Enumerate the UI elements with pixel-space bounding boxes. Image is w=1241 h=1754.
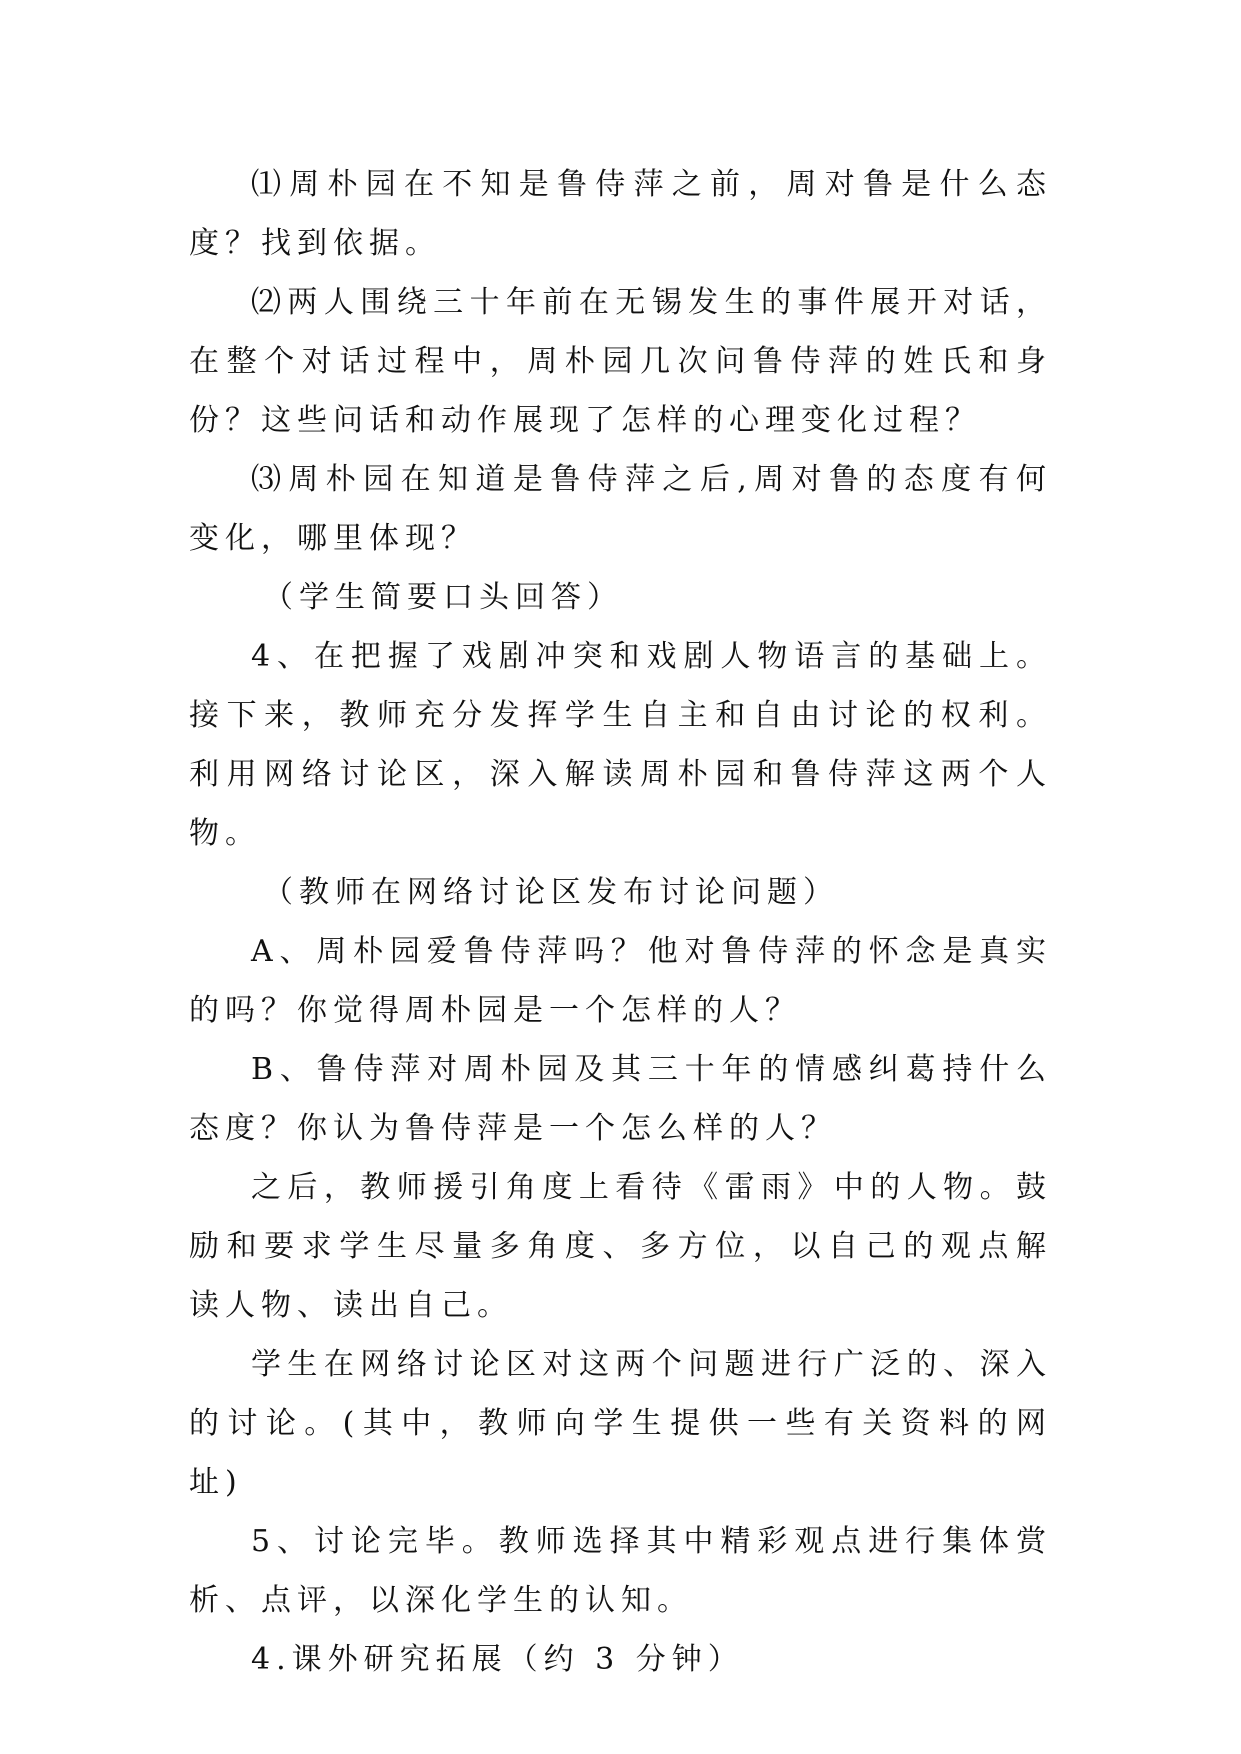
paragraph-question-a: A、周朴园爱鲁侍萍吗？他对鲁侍萍的怀念是真实的吗？你觉得周朴园是一个怎样的人？ <box>189 934 1052 1028</box>
document-body <box>189 155 1052 1689</box>
section-heading-extension: 4.课外研究拓展（约 3 分钟） <box>251 1642 744 1677</box>
paragraph-question-b: B、鲁侍萍对周朴园及其三十年的情感纠葛持什么态度？你认为鲁侍萍是一个怎么样的人？ <box>189 1052 1052 1146</box>
paragraph-student-discussion: 学生在网络讨论区对这两个问题进行广泛的、深入的讨论。(其中，教师向学生提供一些有关资料的网址) <box>189 1347 1052 1500</box>
paragraph-question-1: ⑴周朴园在不知是鲁侍萍之前，周对鲁是什么态度？找到依据。 <box>189 167 1052 261</box>
paragraph-student-answer-note: （学生简要口头回答） <box>263 580 623 615</box>
paragraph-step-4: 4、在把握了戏剧冲突和戏剧人物语言的基础上。接下来，教师充分发挥学生自主和自由讨论的权利。利用网络讨论区，深入解读周朴园和鲁侍萍这两个人物。 <box>189 639 1052 851</box>
paragraph-teacher-post-note: （教师在网络讨论区发布讨论问题） <box>263 875 839 910</box>
paragraph-question-2: ⑵两人围绕三十年前在无锡发生的事件展开对话，在整个对话过程中，周朴园几次问鲁侍萍的姓氏和身份？这些问话和动作展现了怎样的心理变化过程？ <box>189 285 1052 438</box>
paragraph-afterwards: 之后，教师援引角度上看待《雷雨》中的人物。鼓励和要求学生尽量多角度、多方位，以自己的观点解读人物、读出自己。 <box>189 1170 1052 1323</box>
paragraph-step-5: 5、讨论完毕。教师选择其中精彩观点进行集体赏析、点评，以深化学生的认知。 <box>189 1524 1052 1618</box>
paragraph-question-3: ⑶周朴园在知道是鲁侍萍之后,周对鲁的态度有何变化，哪里体现？ <box>189 462 1052 556</box>
